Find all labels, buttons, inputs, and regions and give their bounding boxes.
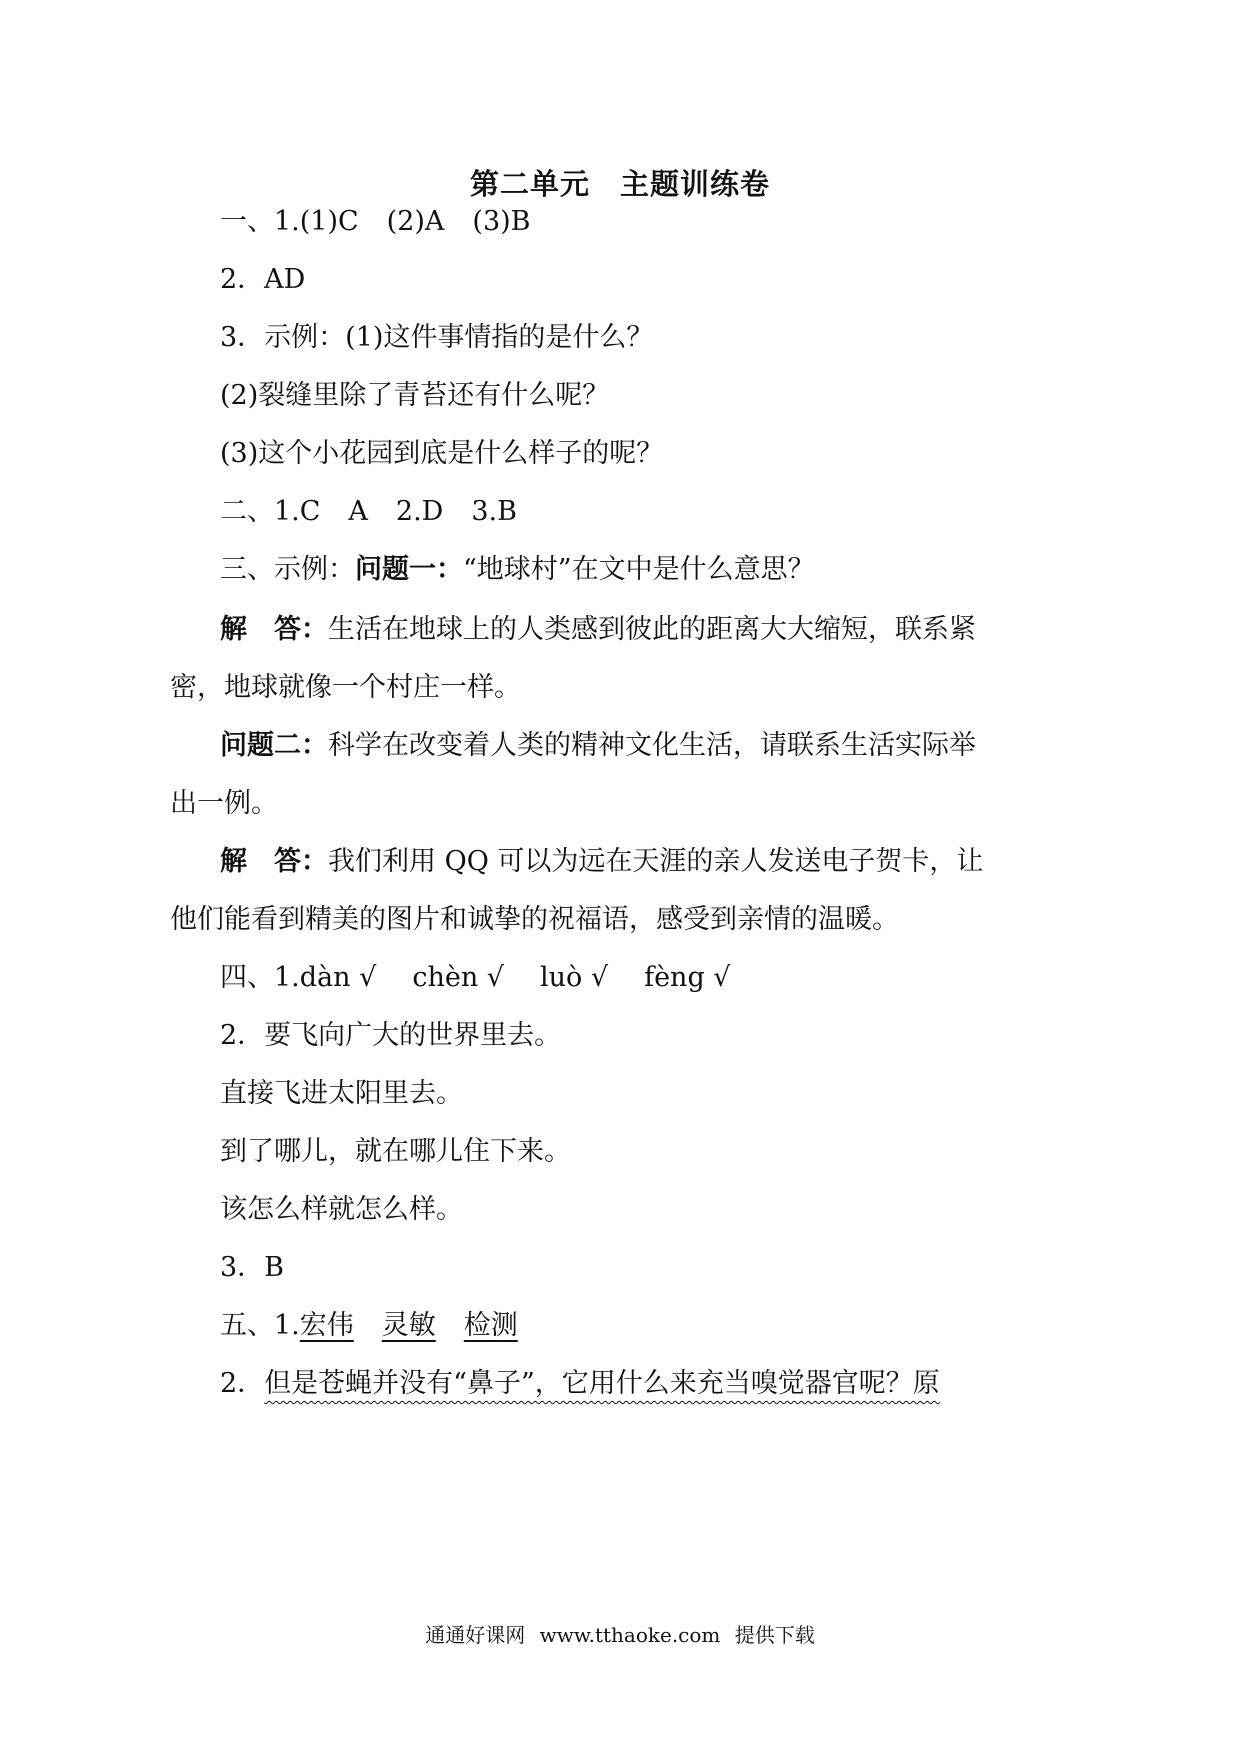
s4-q3: 3．B [220, 1252, 285, 1283]
s1-q3-item-2: (2)裂缝里除了青苔还有什么呢？ [220, 380, 610, 411]
s4-q2-head: 2．要飞向广大的世界里去。 [220, 1020, 562, 1051]
s3-answer-label-1: 解 答： [220, 614, 328, 645]
s4-pinyin-4: fèng √ [644, 962, 731, 993]
s2-a: A [348, 496, 368, 527]
s2-prefix: 二、1.C [220, 496, 321, 527]
s5-q2-line [220, 1364, 940, 1404]
s1-q1-b: (2)A [386, 206, 445, 237]
page-title: 第二单元 主题训练卷 [469, 167, 770, 201]
s3-q2-text1: 科学在改变着人类的精神文化生活，请联系生活实际举 [328, 730, 976, 761]
s3-a1-text1: 生活在地球上的人类感到彼此的距离大大缩短，联系紧 [328, 614, 976, 645]
s4-pinyin-1: dàn √ [299, 962, 377, 993]
s1-q1-a: (1)C [299, 206, 359, 237]
s5-prefix: 五、1. [220, 1310, 300, 1341]
s4-prefix: 四、1. [220, 962, 300, 993]
s3-q2-label: 问题二： [220, 730, 328, 761]
s4-q2-line2: 直接飞进太阳里去。 [220, 1078, 463, 1109]
s1-q2: 2．AD [220, 264, 306, 295]
footer-site: 通通好课网 [425, 1623, 526, 1647]
footer-url[interactable]: www.tthaoke.com [539, 1623, 721, 1647]
s5-q1-line [220, 1306, 518, 1346]
s4-pinyin-2: chèn √ [412, 962, 504, 993]
s4-q1-line [220, 958, 731, 998]
s1-q1-line [220, 202, 531, 242]
s1-q3-item-3: (3)这个小花园到底是什么样子的呢？ [220, 438, 664, 469]
s3-a1-line2: 密，地球就像一个村庄一样。 [170, 672, 521, 703]
s3-a2-line2: 他们能看到精美的图片和诚挚的祝福语，感受到亲情的温暖。 [170, 904, 899, 935]
s5-word-1: 宏伟 [299, 1310, 354, 1341]
s1-q3-head: 3．示例：(1)这件事情指的是什么？ [220, 322, 654, 353]
s5-word-2: 灵敏 [381, 1310, 436, 1341]
s2-c: 3.B [471, 496, 517, 527]
s3-q2-line1 [220, 726, 976, 766]
s3-answer-label-2: 解 答： [220, 846, 328, 877]
s3-q1-text: “地球村”在文中是什么意思？ [463, 554, 815, 585]
s3-prefix: 三、示例： [220, 554, 355, 585]
s2-b: 2.D [395, 496, 444, 527]
s5-q2-num: 2． [220, 1368, 265, 1399]
s1-q1-prefix: 一、1. [220, 206, 300, 237]
s3-a2-text1: 我们利用 QQ 可以为远在天涯的亲人发送电子贺卡，让 [328, 846, 984, 877]
s3-a1-line1 [220, 610, 976, 650]
s5-word-3: 检测 [463, 1310, 518, 1341]
s3-q1-label: 问题一： [355, 554, 463, 585]
s2-line [220, 492, 517, 532]
s1-q1-c: (3)B [472, 206, 531, 237]
footer-note: 提供下载 [734, 1623, 815, 1647]
s3-q1-line [220, 550, 815, 590]
s3-q2-line2: 出一例。 [170, 788, 278, 819]
s5-q2-text: 但是苍蝇并没有“鼻子”，它用什么来充当嗅觉器官呢？原 [264, 1368, 940, 1399]
s4-q2-line3: 到了哪儿，就在哪儿住下来。 [220, 1136, 571, 1167]
s4-q2-line4: 该怎么样就怎么样。 [220, 1194, 463, 1225]
page-footer [0, 1619, 1240, 1648]
s4-pinyin-3: luò √ [540, 962, 609, 993]
s3-a2-line1 [220, 842, 983, 882]
